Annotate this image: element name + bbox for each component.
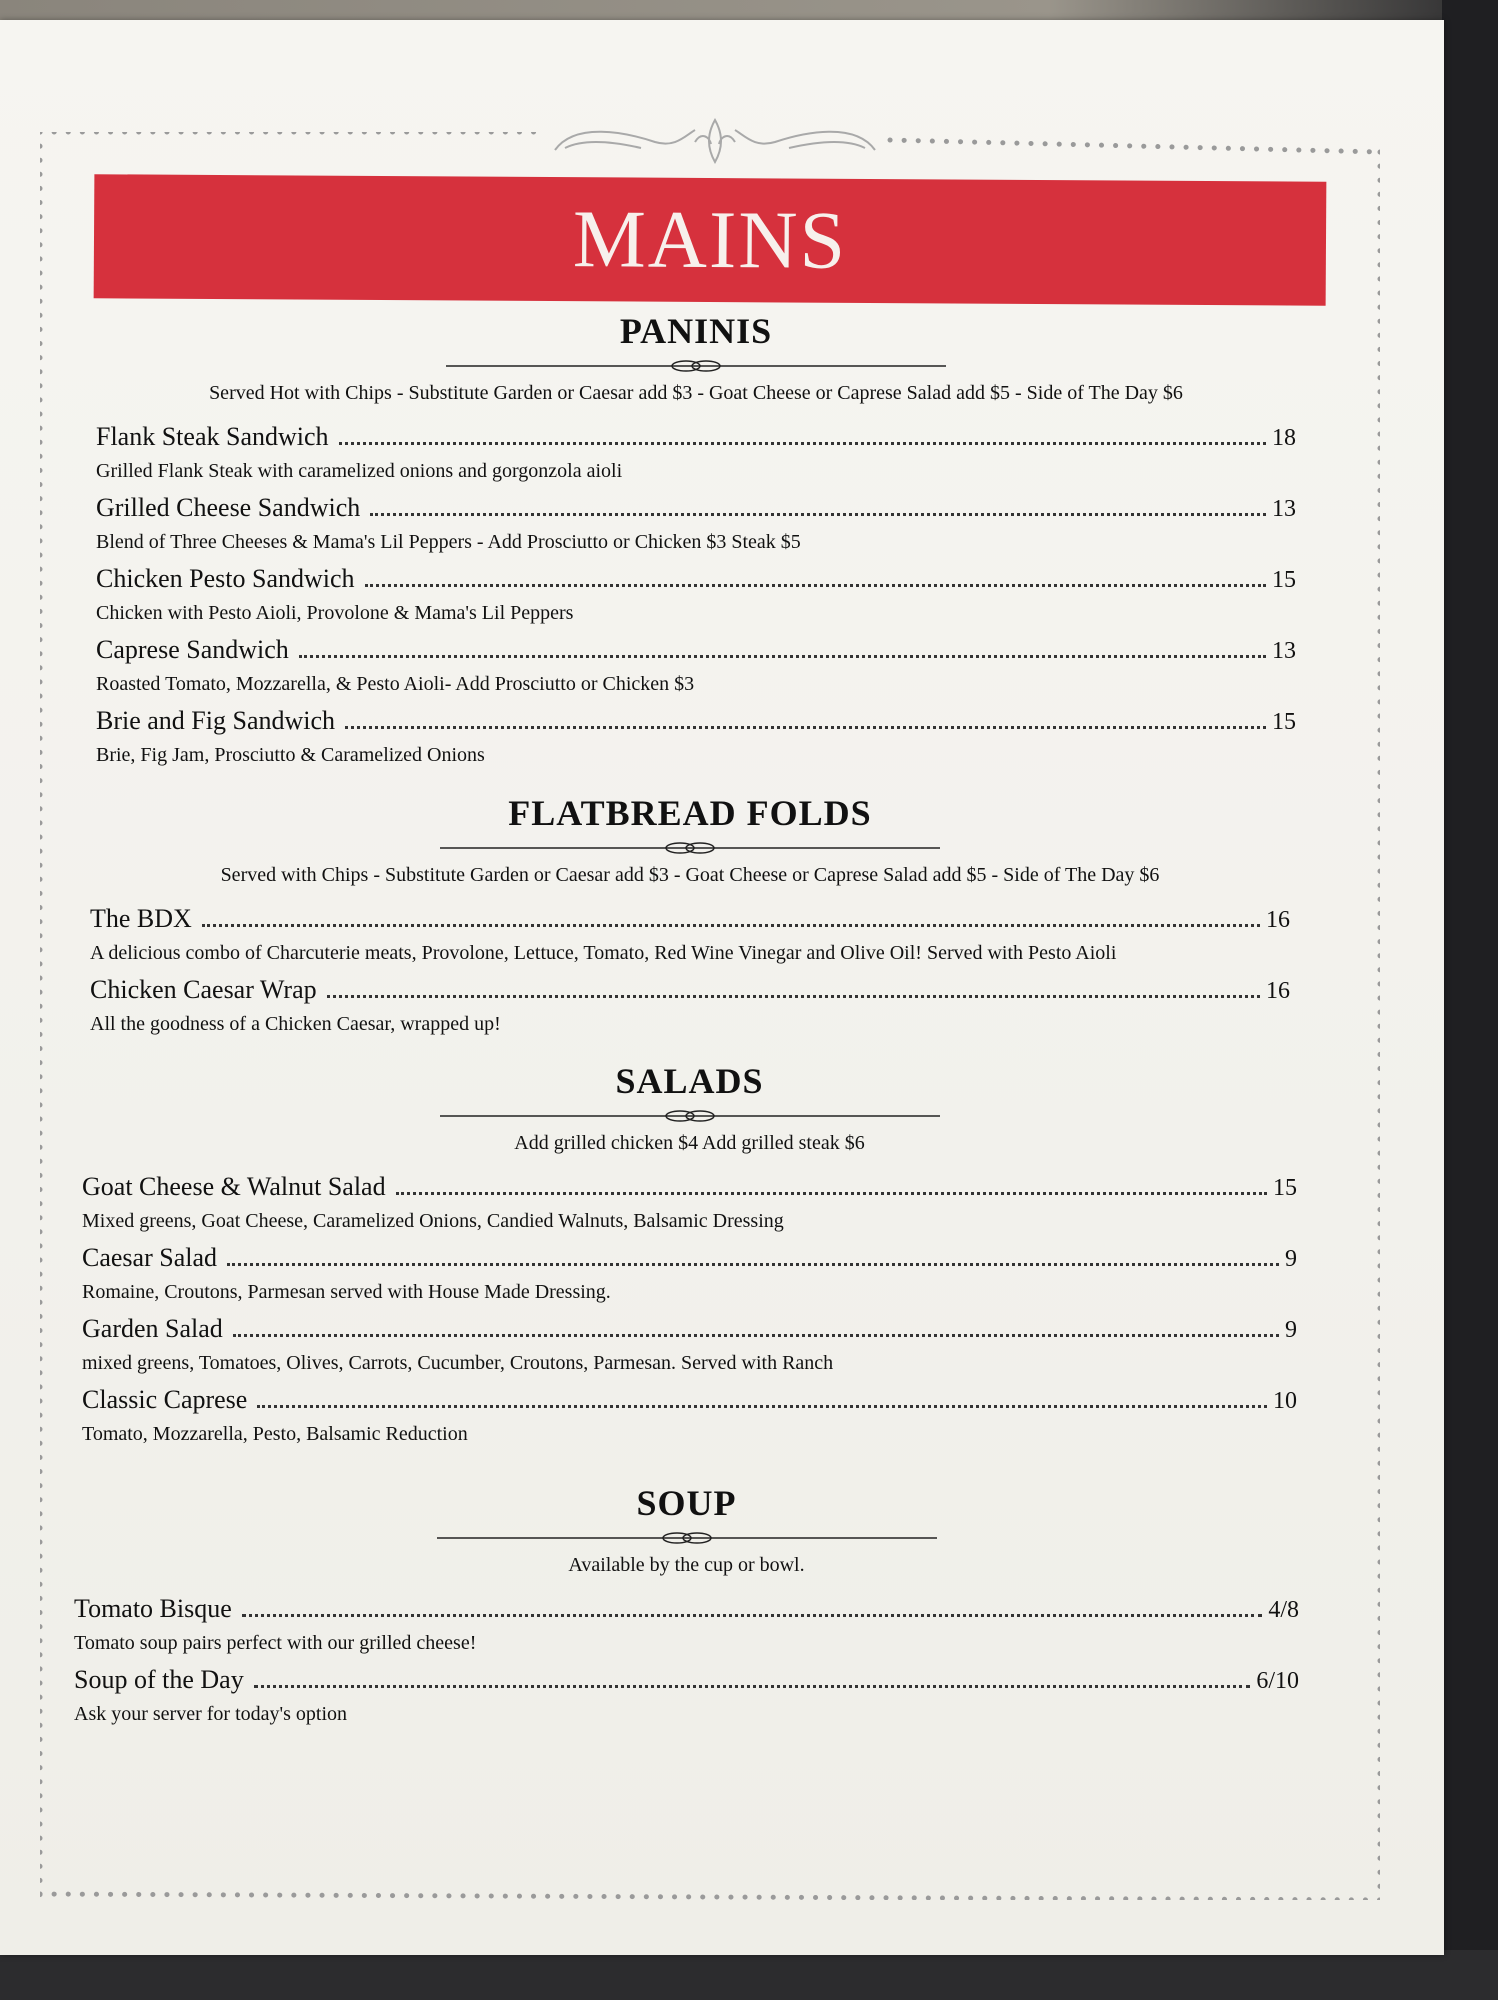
menu-item	[82, 1314, 1297, 1385]
item-price: 15	[1273, 1175, 1297, 1201]
item-description: Roasted Tomato, Mozzarella, & Pesto Aioli- Add Prosciutto or Chicken $3	[96, 673, 695, 695]
item-name: Garden Salad	[82, 1314, 223, 1343]
divider-ornament	[446, 356, 946, 376]
menu-page	[0, 20, 1444, 1955]
section-note: Available by the cup or bowl.	[568, 1554, 805, 1576]
item-description: Romaine, Croutons, Parmesan served with House Made Dressing.	[82, 1281, 611, 1303]
item-price: 10	[1273, 1388, 1297, 1414]
page-title: MAINS	[572, 193, 848, 286]
menu-item	[74, 1665, 1299, 1736]
item-price: 6/10	[1256, 1668, 1299, 1694]
item-description: All the goodness of a Chicken Caesar, wrapped up!	[90, 1013, 501, 1035]
item-name: Caesar Salad	[82, 1243, 218, 1272]
mains-banner	[94, 174, 1327, 306]
item-description: Brie, Fig Jam, Prosciutto & Caramelized Onions	[96, 744, 485, 766]
item-name: Chicken Pesto Sandwich	[96, 564, 355, 593]
item-description: Mixed greens, Goat Cheese, Caramelized Onions, Candied Walnuts, Balsamic Dressing	[82, 1210, 784, 1232]
item-description: Tomato soup pairs perfect with our grilled cheese!	[74, 1632, 477, 1654]
item-price: 9	[1285, 1246, 1297, 1272]
item-description: mixed greens, Tomatoes, Olives, Carrots, Cucumber, Croutons, Parmesan. Served with Ranch	[82, 1352, 834, 1374]
item-price: 13	[1272, 638, 1296, 664]
menu-item	[96, 706, 1296, 777]
item-name: Chicken Caesar Wrap	[90, 975, 317, 1004]
dot-leader	[396, 1191, 1267, 1195]
item-name: Grilled Cheese Sandwich	[96, 493, 361, 522]
section-note: Add grilled chicken $4 Add grilled steak $6	[514, 1132, 865, 1154]
item-name: Goat Cheese & Walnut Salad	[82, 1172, 386, 1201]
dot-leader	[299, 654, 1266, 658]
dot-leader	[227, 1262, 1279, 1266]
dot-leader	[345, 725, 1266, 729]
item-description: Grilled Flank Steak with caramelized onions and gorgonzola aioli	[96, 460, 623, 482]
item-description: Chicken with Pesto Aioli, Provolone & Mama's Lil Peppers	[96, 602, 574, 624]
menu-item	[74, 1594, 1299, 1665]
menu-item	[96, 564, 1296, 635]
divider-ornament	[440, 1106, 940, 1126]
item-description: Ask your server for today's option	[74, 1703, 347, 1725]
item-price: 18	[1272, 425, 1296, 451]
dot-leader	[257, 1404, 1267, 1408]
menu-item	[96, 493, 1296, 564]
dot-leader	[254, 1684, 1251, 1688]
item-price: 13	[1272, 496, 1296, 522]
item-description: A delicious combo of Charcuterie meats, Provolone, Lettuce, Tomato, Red Wine Vinegar and Olive Oil! Served with Pesto Aioli	[90, 942, 1117, 964]
menu-item	[82, 1172, 1297, 1243]
dot-leader	[327, 994, 1260, 998]
item-name: Flank Steak Sandwich	[96, 422, 329, 451]
section-title: PANINIS	[619, 311, 773, 351]
item-name: Classic Caprese	[82, 1385, 248, 1414]
section-title: SOUP	[636, 1483, 737, 1523]
menu-cover-bottom	[0, 1950, 1498, 2000]
dot-leader	[202, 923, 1260, 927]
dot-leader	[365, 583, 1266, 587]
menu-item	[90, 975, 1290, 1046]
item-description: Tomato, Mozzarella, Pesto, Balsamic Reduction	[82, 1423, 468, 1445]
section-note: Served with Chips - Substitute Garden or Caesar add $3 - Goat Cheese or Caprese Salad add $5 - Side of The Day $6	[220, 864, 1160, 886]
menu-item	[90, 904, 1290, 975]
section-paninis	[96, 310, 1296, 777]
section-title: FLATBREAD FOLDS	[508, 793, 872, 833]
item-name: Brie and Fig Sandwich	[96, 706, 336, 735]
dot-leader	[242, 1613, 1263, 1617]
item-name: Tomato Bisque	[74, 1594, 232, 1623]
menu-item	[82, 1385, 1297, 1456]
item-name: Caprese Sandwich	[96, 635, 289, 664]
dot-leader	[233, 1333, 1279, 1337]
item-name: Soup of the Day	[74, 1665, 244, 1694]
item-name: The BDX	[90, 904, 192, 933]
item-price: 16	[1266, 907, 1290, 933]
item-price: 4/8	[1268, 1597, 1299, 1623]
menu-item	[82, 1243, 1297, 1314]
dot-leader	[339, 441, 1266, 445]
section-salads	[82, 1060, 1297, 1456]
flourish-ornament	[545, 112, 885, 172]
section-note: Served Hot with Chips - Substitute Garden or Caesar add $3 - Goat Cheese or Caprese Salad add $5 - Side of The Day $6	[209, 382, 1183, 404]
dot-leader	[370, 512, 1266, 516]
section-flatbread-folds	[90, 792, 1290, 1046]
divider-ornament	[440, 838, 940, 858]
item-description: Blend of Three Cheeses & Mama's Lil Peppers - Add Prosciutto or Chicken $3 Steak $5	[96, 531, 801, 553]
item-price: 9	[1285, 1317, 1297, 1343]
section-title: SALADS	[615, 1061, 764, 1101]
menu-cover-edge	[1442, 0, 1498, 2000]
item-price: 16	[1266, 978, 1290, 1004]
menu-item	[96, 635, 1296, 706]
item-price: 15	[1272, 709, 1296, 735]
section-soup	[74, 1482, 1299, 1736]
item-price: 15	[1272, 567, 1296, 593]
divider-ornament	[437, 1528, 937, 1548]
menu-item	[96, 422, 1296, 493]
